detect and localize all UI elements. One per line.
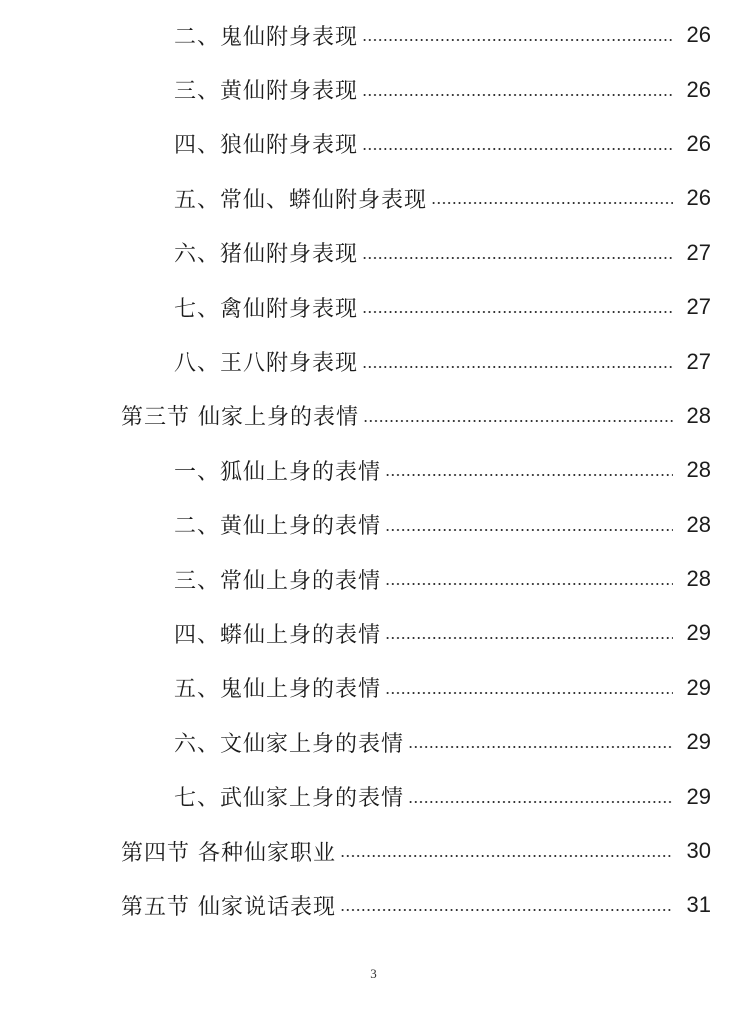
toc-entry[interactable]: [0, 498, 747, 552]
toc-entry-title: 一、狐仙上身的表情: [174, 459, 382, 485]
toc-section-entry[interactable]: [0, 389, 747, 443]
dot-leader: [362, 256, 673, 260]
toc-entry-page: 26: [686, 76, 711, 102]
toc-entry-title: 八、王八附身表现: [174, 351, 359, 377]
toc-entry-page: 28: [686, 511, 711, 537]
toc-entry-page: 26: [686, 130, 711, 156]
dot-leader: [362, 365, 673, 369]
toc-entry-page: 28: [686, 566, 711, 592]
dot-leader: [362, 310, 673, 314]
toc-entry-title: 二、黄仙上身的表情: [174, 514, 382, 540]
toc-entry[interactable]: [0, 62, 747, 116]
toc-entry-title: 二、鬼仙附身表现: [174, 24, 359, 50]
toc-entry-page: 27: [686, 294, 711, 320]
dot-leader: [408, 745, 673, 749]
dot-leader: [340, 854, 673, 858]
toc-entry-title: 五、常仙、蟒仙附身表现: [174, 187, 428, 213]
toc-entry[interactable]: [0, 661, 747, 715]
toc-entry-title: 七、禽仙附身表现: [174, 296, 359, 322]
toc-entry[interactable]: [0, 552, 747, 606]
dot-leader: [385, 582, 673, 586]
toc-entry-page: 29: [686, 783, 711, 809]
toc-entry[interactable]: [0, 280, 747, 334]
dot-leader: [363, 419, 673, 423]
toc-entry-page: 29: [686, 729, 711, 755]
toc-entry-title: 第五节 仙家说话表现: [121, 894, 336, 920]
toc-entry[interactable]: [0, 117, 747, 171]
toc-entry[interactable]: [0, 171, 747, 225]
dot-leader: [385, 528, 673, 532]
toc-entry-title: 六、文仙家上身的表情: [174, 731, 405, 757]
toc-entry-page: 27: [686, 239, 711, 265]
toc-entry-page: 29: [686, 620, 711, 646]
dot-leader: [362, 147, 673, 151]
toc-entry[interactable]: [0, 606, 747, 660]
toc-entry[interactable]: [0, 334, 747, 388]
toc-entry[interactable]: [0, 769, 747, 823]
table-of-contents: [0, 8, 747, 933]
toc-entry[interactable]: [0, 715, 747, 769]
dot-leader: [408, 800, 673, 804]
page-number: 3: [370, 966, 377, 981]
toc-entry-title: 四、蟒仙上身的表情: [174, 622, 382, 648]
dot-leader: [340, 908, 673, 912]
toc-entry-page: 28: [686, 457, 711, 483]
dot-leader: [385, 691, 673, 695]
dot-leader: [431, 201, 673, 205]
toc-entry-title: 五、鬼仙上身的表情: [174, 677, 382, 703]
toc-entry-title: 六、猪仙附身表现: [174, 242, 359, 268]
dot-leader: [385, 636, 673, 640]
dot-leader: [362, 38, 673, 42]
toc-entry-page: 26: [686, 22, 711, 48]
toc-entry-page: 29: [686, 674, 711, 700]
toc-entry-page: 30: [686, 838, 711, 864]
toc-entry-page: 27: [686, 348, 711, 374]
toc-entry-title: 三、常仙上身的表情: [174, 568, 382, 594]
toc-entry-page: 26: [686, 185, 711, 211]
toc-entry-title: 三、黄仙附身表现: [174, 79, 359, 105]
toc-entry-page: 28: [686, 402, 711, 428]
toc-section-entry[interactable]: [0, 824, 747, 878]
dot-leader: [385, 473, 673, 477]
toc-entry[interactable]: [0, 226, 747, 280]
toc-section-entry[interactable]: [0, 878, 747, 932]
toc-entry-page: 31: [686, 892, 711, 918]
toc-entry-title: 七、武仙家上身的表情: [174, 786, 405, 812]
toc-entry-title: 第三节 仙家上身的表情: [121, 405, 359, 431]
toc-entry[interactable]: [0, 443, 747, 497]
dot-leader: [362, 93, 673, 97]
toc-entry-title: 第四节 各种仙家职业: [121, 840, 336, 866]
toc-entry-title: 四、狼仙附身表现: [174, 133, 359, 159]
toc-entry[interactable]: [0, 8, 747, 62]
